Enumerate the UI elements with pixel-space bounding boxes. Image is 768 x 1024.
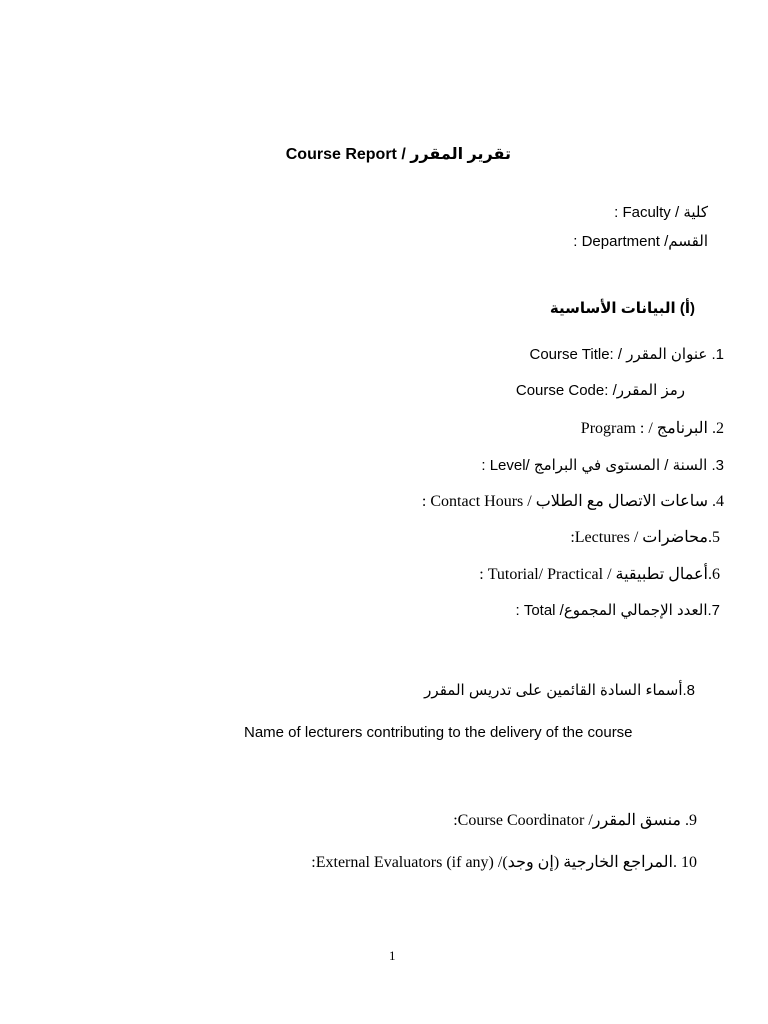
course-coordinator-field: 9. منسق المقرر/ Course Coordinator: <box>453 812 697 829</box>
page-number: 1 <box>389 948 396 963</box>
tutorial-field: 6.أعمال تطبيقية / Tutorial/ Practical : <box>479 566 720 583</box>
section-a-heading: (أ) البيانات الأساسية <box>549 300 695 317</box>
contact-hours-field: 4. ساعات الاتصال مع الطلاب / Contact Hours : <box>421 493 724 510</box>
page-title: تقرير المقرر / Course Report <box>285 146 511 163</box>
course-title-field: 1. عنوان المقرر / :Course Title <box>529 346 724 363</box>
external-evaluators-field: 10 .المراجع الخارجية (إن وجد)/ External Evaluators (if any): <box>311 854 697 871</box>
lecturers-arabic: 8.أسماء السادة القائمين على تدريس المقرر <box>424 682 695 699</box>
lectures-field: 5.محاضرات / Lectures: <box>570 529 720 546</box>
total-field: 7.العدد الإجمالي المجموع/ Total : <box>515 602 720 619</box>
department-field: القسم/ Department : <box>573 233 708 250</box>
course-code-field: رمز المقرر/ :Course Code <box>515 382 685 399</box>
level-field: 3. السنة / المستوى في البرامج /Level : <box>481 457 724 474</box>
lecturers-english: Name of lecturers contributing to the delivery of the course <box>244 724 633 741</box>
faculty-field: كلية / Faculty : <box>614 204 708 221</box>
program-field: 2. البرنامج / : Program <box>580 420 724 437</box>
